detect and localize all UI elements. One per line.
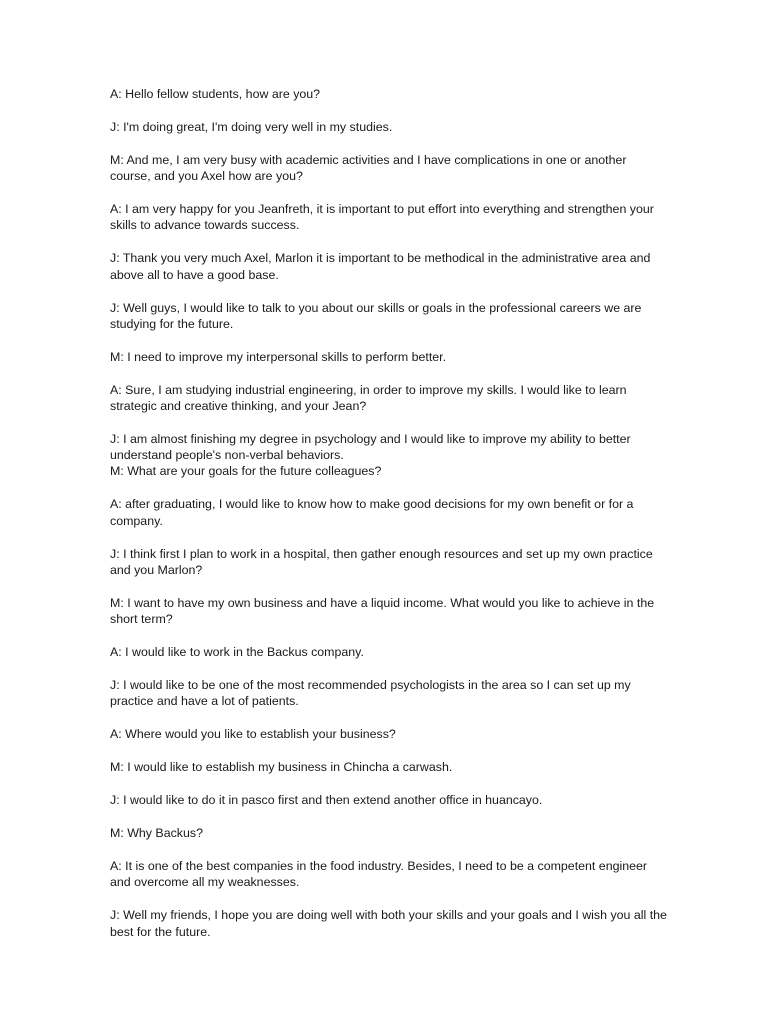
paragraph-5: J: Thank you very much Axel, Marlon it is important to be methodical in the administrative area and above all to have a good base. [110, 251, 651, 282]
paragraph-12: J: I think first I plan to work in a hospital, then gather enough resources and set up my own practice and you Marlon? [110, 546, 653, 577]
paragraph-20: A: It is one of the best companies in the food industry. Besides, I need to be a competent engineer and overcome all my weaknesses. [110, 859, 648, 890]
paragraph-10: M: What are your goals for the future colleagues? [110, 464, 382, 479]
paragraph-15: J: I would like to be one of the most recommended psychologists in the area so I can set up my practice and have a lot of patients. [110, 678, 631, 709]
paragraph-17: M: I would like to establish my business in Chincha a carwash. [110, 760, 453, 775]
paragraph-3: M: And me, I am very busy with academic activities and I have complications in one or another course, and you Axel how are you? [110, 153, 627, 184]
paragraph-7: M: I need to improve my interpersonal skills to perform better. [110, 349, 447, 364]
paragraph-18: J: I would like to do it in pasco first and then extend another office in huancayo. [110, 793, 543, 808]
paragraph-2: J: I'm doing great, I'm doing very well in my studies. [110, 120, 393, 134]
paragraph-4: A: I am very happy for you Jeanfreth, it is important to put effort into everything and strengthen your skills to advance towards success. [110, 202, 654, 233]
paragraph-11: A: after graduating, I would like to know how to make good decisions for my own benefit or for a company. [110, 497, 634, 528]
dialogue-text [110, 86, 670, 940]
paragraph-13: M: I want to have my own business and have a liquid income. What would you like to achieve in the short term? [110, 595, 655, 627]
paragraph-6: J: Well guys, I would like to talk to you about our skills or goals in the professional careers we are studying for the future. [110, 300, 642, 331]
paragraph-8: A: Sure, I am studying industrial engineering, in order to improve my skills. I would like to learn strategic and creative thinking, and your Jean? [110, 382, 627, 414]
paragraph-14: A: I would like to work in the Backus company. [110, 645, 364, 660]
paragraph-16: A: Where would you like to establish your business? [110, 727, 396, 742]
paragraph-21: J: Well my friends, I hope you are doing well with both your skills and your goals and I wish you all the best for the future. [110, 908, 667, 939]
paragraph-9: J: I am almost finishing my degree in psychology and I would like to improve my ability to better understand people's non-verbal behaviors. [110, 432, 631, 463]
paragraph-19: M: Why Backus? [110, 826, 203, 841]
paragraph-1: A: Hello fellow students, how are you? [110, 87, 321, 101]
